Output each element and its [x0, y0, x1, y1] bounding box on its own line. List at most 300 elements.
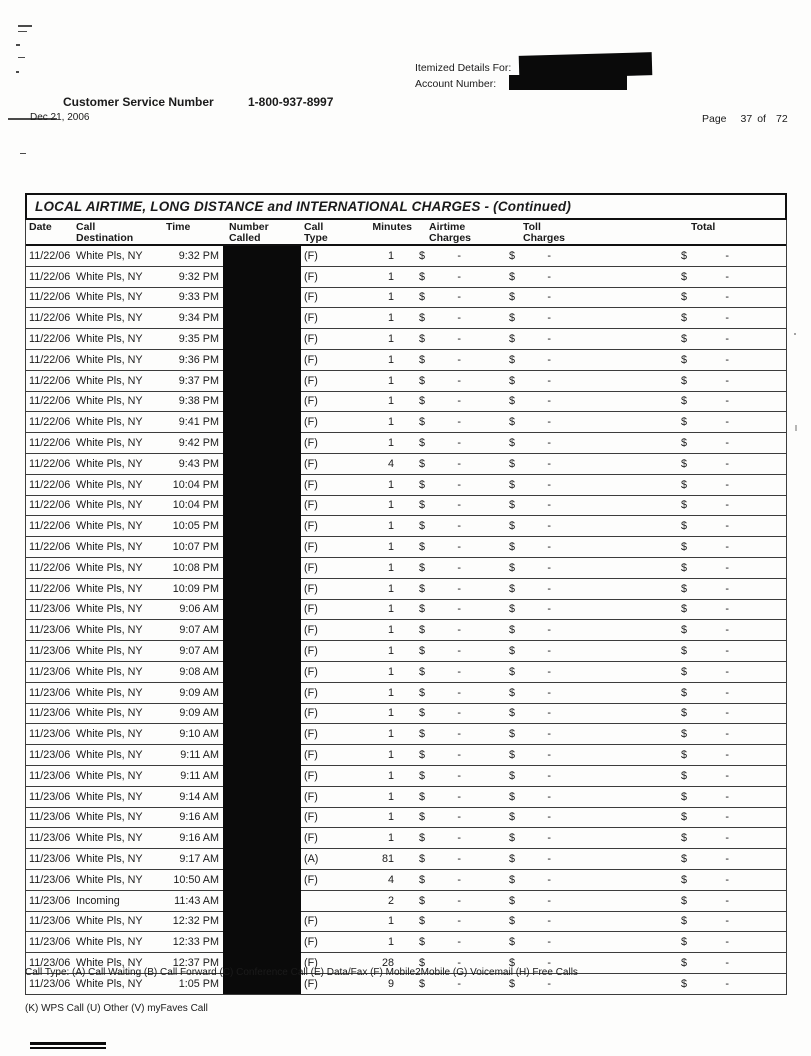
- table-row: [26, 433, 786, 454]
- call-minutes: 1: [387, 790, 394, 803]
- call-date: 11/23/06: [29, 977, 71, 990]
- call-date: 11/23/06: [29, 645, 71, 658]
- airtime-charge: [396, 250, 467, 262]
- airtime-charge: [396, 354, 467, 366]
- charge-amount: -: [547, 478, 551, 491]
- call-destination: White Pls, NY: [76, 312, 143, 325]
- toll-charge: [467, 333, 557, 345]
- scan-artifact: [794, 333, 796, 335]
- total-charge: [557, 333, 737, 345]
- table-row: [26, 662, 786, 683]
- call-destination: White Pls, NY: [76, 832, 143, 845]
- call-time: 9:42 PM: [178, 437, 219, 450]
- call-minutes: 1: [387, 499, 394, 512]
- charge-amount: -: [547, 374, 551, 387]
- call-time: 10:50 AM: [173, 873, 219, 886]
- airtime-charge: [396, 728, 467, 740]
- charge-amount: -: [457, 665, 461, 678]
- call-minutes: 1: [387, 811, 394, 824]
- call-time: 9:34 PM: [178, 312, 219, 325]
- total-charge: [557, 479, 737, 491]
- airtime-charge: [396, 458, 467, 470]
- charge-amount: -: [457, 457, 461, 470]
- currency-symbol: $: [681, 645, 688, 658]
- charge-amount: -: [725, 395, 729, 408]
- table-row: [26, 329, 786, 350]
- call-type: (F): [304, 374, 318, 387]
- call-minutes: 1: [387, 749, 394, 762]
- toll-charge: [467, 666, 557, 678]
- toll-charge: [467, 749, 557, 761]
- call-type: (F): [304, 624, 318, 637]
- charge-amount: -: [547, 915, 551, 928]
- charge-amount: -: [547, 728, 551, 741]
- table-row: [26, 891, 786, 912]
- currency-symbol: $: [681, 603, 688, 616]
- call-type: (F): [304, 541, 318, 554]
- total-charge: [557, 853, 737, 865]
- call-destination: White Pls, NY: [76, 603, 143, 616]
- charge-amount: -: [457, 353, 461, 366]
- charge-amount: -: [725, 437, 729, 450]
- call-time: 10:05 PM: [172, 520, 219, 533]
- call-minutes: 1: [387, 707, 394, 720]
- call-date: 11/22/06: [29, 520, 71, 533]
- currency-symbol: $: [419, 915, 426, 928]
- call-minutes: 2: [387, 894, 394, 907]
- call-type: (F): [304, 686, 318, 699]
- call-type: (F): [304, 873, 318, 886]
- currency-symbol: $: [509, 291, 516, 304]
- call-minutes: 1: [387, 832, 394, 845]
- charge-amount: -: [457, 270, 461, 283]
- call-time: 9:14 AM: [179, 790, 219, 803]
- charge-amount: -: [547, 811, 551, 824]
- currency-symbol: $: [509, 312, 516, 325]
- page-indicator: [702, 113, 788, 125]
- itemized-details-label: Itemized Details For:: [415, 62, 512, 74]
- call-minutes: 1: [387, 603, 394, 616]
- currency-symbol: $: [509, 686, 516, 699]
- charge-amount: -: [725, 457, 729, 470]
- total-charge: [557, 562, 737, 574]
- call-type: (F): [304, 416, 318, 429]
- charges-table-grid: [25, 220, 787, 995]
- table-row: [26, 454, 786, 475]
- toll-charge: [467, 291, 557, 303]
- call-type: (F): [304, 353, 318, 366]
- call-date: 11/23/06: [29, 624, 71, 637]
- charge-amount: -: [547, 541, 551, 554]
- call-date: 11/23/06: [29, 915, 71, 928]
- total-charge: [557, 811, 737, 823]
- table-row: [26, 412, 786, 433]
- currency-symbol: $: [681, 457, 688, 470]
- call-date: 11/23/06: [29, 603, 71, 616]
- charge-amount: -: [725, 312, 729, 325]
- call-date: 11/22/06: [29, 291, 71, 304]
- table-row: [26, 288, 786, 309]
- table-row: [26, 350, 786, 371]
- call-destination: White Pls, NY: [76, 457, 143, 470]
- currency-symbol: $: [509, 437, 516, 450]
- call-destination: White Pls, NY: [76, 853, 143, 865]
- call-time: 9:17 AM: [179, 853, 219, 865]
- total-charge: [557, 915, 737, 927]
- call-minutes: 1: [387, 728, 394, 741]
- charge-amount: -: [547, 707, 551, 720]
- currency-symbol: $: [509, 811, 516, 824]
- table-row: [26, 849, 786, 870]
- toll-charge: [467, 791, 557, 803]
- charge-amount: -: [547, 832, 551, 845]
- currency-symbol: $: [681, 353, 688, 366]
- call-destination: White Pls, NY: [76, 977, 143, 990]
- charge-amount: -: [725, 416, 729, 429]
- airtime-charge: [396, 416, 467, 428]
- currency-symbol: $: [419, 728, 426, 741]
- call-type: (F): [304, 707, 318, 720]
- charge-amount: -: [457, 478, 461, 491]
- currency-symbol: $: [419, 582, 426, 595]
- airtime-charge: [396, 520, 467, 532]
- call-destination: White Pls, NY: [76, 811, 143, 824]
- call-time: 9:43 PM: [178, 457, 219, 470]
- currency-symbol: $: [419, 769, 426, 782]
- call-destination: White Pls, NY: [76, 499, 143, 512]
- call-time: 9:16 AM: [179, 811, 219, 824]
- airtime-charge: [396, 915, 467, 927]
- call-type: (F): [304, 561, 318, 574]
- total-charge: [557, 541, 737, 553]
- charge-amount: -: [725, 665, 729, 678]
- currency-symbol: $: [419, 249, 426, 262]
- charge-amount: -: [457, 894, 461, 907]
- charge-amount: -: [725, 353, 729, 366]
- charge-amount: -: [547, 749, 551, 762]
- call-destination: White Pls, NY: [76, 790, 143, 803]
- table-row: [26, 683, 786, 704]
- currency-symbol: $: [509, 728, 516, 741]
- call-minutes: 1: [387, 353, 394, 366]
- charge-amount: -: [457, 624, 461, 637]
- call-type: (F): [304, 832, 318, 845]
- charge-amount: -: [457, 374, 461, 387]
- currency-symbol: $: [509, 645, 516, 658]
- currency-symbol: $: [509, 270, 516, 283]
- charge-amount: -: [725, 832, 729, 845]
- call-destination: White Pls, NY: [76, 749, 143, 762]
- total-charge: [557, 978, 737, 990]
- table-row: [26, 267, 786, 288]
- total-charge: [557, 603, 737, 615]
- call-destination: White Pls, NY: [76, 270, 143, 283]
- charge-amount: -: [725, 853, 729, 865]
- table-row: [26, 808, 786, 829]
- call-time: 9:11 AM: [180, 749, 219, 762]
- table-row: [26, 787, 786, 808]
- call-date: 11/23/06: [29, 894, 71, 907]
- column-header-total: Total: [691, 221, 716, 233]
- page-current: 37: [740, 113, 753, 125]
- call-type: (F): [304, 333, 318, 346]
- call-type: (F): [304, 520, 318, 533]
- call-date: 11/22/06: [29, 499, 71, 512]
- currency-symbol: $: [419, 312, 426, 325]
- charge-amount: -: [547, 977, 551, 990]
- charge-amount: -: [725, 686, 729, 699]
- table-row: [26, 600, 786, 621]
- call-time: 10:09 PM: [172, 582, 219, 595]
- charge-amount: -: [725, 769, 729, 782]
- currency-symbol: $: [509, 832, 516, 845]
- toll-charge: [467, 271, 557, 283]
- table-row: [26, 392, 786, 413]
- airtime-charge: [396, 312, 467, 324]
- call-date: 11/23/06: [29, 853, 71, 865]
- total-charge: [557, 791, 737, 803]
- call-date: 11/22/06: [29, 541, 71, 554]
- currency-symbol: $: [681, 416, 688, 429]
- airtime-charge: [396, 770, 467, 782]
- currency-symbol: $: [419, 374, 426, 387]
- currency-symbol: $: [681, 312, 688, 325]
- charge-amount: -: [547, 416, 551, 429]
- call-type: (F): [304, 603, 318, 616]
- currency-symbol: $: [509, 374, 516, 387]
- column-header-airtime-charges: Airtime Charges: [429, 221, 472, 244]
- total-charge: [557, 250, 737, 262]
- call-destination: White Pls, NY: [76, 728, 143, 741]
- call-type: (F): [304, 312, 318, 325]
- charge-amount: -: [457, 707, 461, 720]
- currency-symbol: $: [419, 749, 426, 762]
- charge-amount: -: [457, 312, 461, 325]
- call-date: 11/22/06: [29, 312, 71, 325]
- currency-symbol: $: [419, 416, 426, 429]
- toll-charge: [467, 895, 557, 907]
- scan-artifact: [18, 25, 32, 27]
- currency-symbol: $: [509, 603, 516, 616]
- toll-charge: [467, 832, 557, 844]
- currency-symbol: $: [509, 478, 516, 491]
- table-row: [26, 537, 786, 558]
- total-charge: [557, 624, 737, 636]
- charge-amount: -: [725, 915, 729, 928]
- call-type: (A): [304, 853, 319, 865]
- call-destination: White Pls, NY: [76, 541, 143, 554]
- currency-symbol: $: [681, 624, 688, 637]
- call-type: (F): [304, 790, 318, 803]
- table-row: [26, 704, 786, 725]
- call-time: 9:41 PM: [178, 416, 219, 429]
- call-minutes: 1: [387, 249, 394, 262]
- currency-symbol: $: [681, 665, 688, 678]
- currency-symbol: $: [419, 437, 426, 450]
- currency-symbol: $: [419, 665, 426, 678]
- toll-charge: [467, 416, 557, 428]
- column-header-time: Time: [166, 221, 191, 233]
- charge-amount: -: [457, 499, 461, 512]
- call-destination: White Pls, NY: [76, 353, 143, 366]
- charge-amount: -: [547, 437, 551, 450]
- call-date: 11/22/06: [29, 457, 71, 470]
- airtime-charge: [396, 333, 467, 345]
- call-time: 9:09 AM: [179, 707, 219, 720]
- call-type: (F): [304, 915, 318, 928]
- toll-charge: [467, 458, 557, 470]
- table-row: [26, 912, 786, 933]
- call-destination: Incoming: [76, 894, 120, 907]
- currency-symbol: $: [681, 541, 688, 554]
- currency-symbol: $: [509, 624, 516, 637]
- toll-charge: [467, 936, 557, 948]
- toll-charge: [467, 915, 557, 927]
- airtime-charge: [396, 645, 467, 657]
- call-date: 11/22/06: [29, 333, 71, 346]
- call-minutes: 1: [387, 665, 394, 678]
- table-header-row: [26, 220, 786, 246]
- call-type: (F): [304, 811, 318, 824]
- airtime-charge: [396, 811, 467, 823]
- currency-symbol: $: [509, 395, 516, 408]
- customer-service-label: Customer Service Number: [63, 95, 214, 109]
- airtime-charge: [396, 541, 467, 553]
- column-header-call-destination: Call Destination: [76, 221, 134, 244]
- currency-symbol: $: [419, 707, 426, 720]
- call-time: 9:07 AM: [179, 624, 219, 637]
- currency-symbol: $: [681, 936, 688, 949]
- currency-symbol: $: [509, 894, 516, 907]
- charge-amount: -: [725, 624, 729, 637]
- call-destination: White Pls, NY: [76, 707, 143, 720]
- table-row: [26, 870, 786, 891]
- call-minutes: 1: [387, 915, 394, 928]
- currency-symbol: $: [681, 956, 688, 969]
- total-charge: [557, 416, 737, 428]
- charge-amount: -: [725, 873, 729, 886]
- call-minutes: 4: [387, 873, 394, 886]
- currency-symbol: $: [419, 686, 426, 699]
- call-date: 11/22/06: [29, 561, 71, 574]
- statement-date: Dec 21, 2006: [30, 112, 90, 123]
- call-time: 9:32 PM: [178, 249, 219, 262]
- charge-amount: -: [725, 374, 729, 387]
- call-type: (F): [304, 457, 318, 470]
- charge-amount: -: [547, 561, 551, 574]
- charge-amount: -: [457, 249, 461, 262]
- currency-symbol: $: [681, 811, 688, 824]
- total-charge: [557, 895, 737, 907]
- call-date: 11/23/06: [29, 707, 71, 720]
- table-row: [26, 932, 786, 953]
- call-date: 11/23/06: [29, 769, 71, 782]
- call-type: (F): [304, 270, 318, 283]
- charge-amount: -: [457, 811, 461, 824]
- currency-symbol: $: [509, 457, 516, 470]
- call-minutes: 1: [387, 291, 394, 304]
- airtime-charge: [396, 978, 467, 990]
- call-time: 9:38 PM: [178, 395, 219, 408]
- currency-symbol: $: [419, 520, 426, 533]
- scan-artifact: [795, 425, 797, 431]
- page-label: Page: [702, 113, 727, 125]
- charge-amount: -: [725, 894, 729, 907]
- call-type: (F): [304, 749, 318, 762]
- call-minutes: 4: [387, 457, 394, 470]
- call-destination: White Pls, NY: [76, 582, 143, 595]
- call-minutes: 1: [387, 645, 394, 658]
- charge-amount: -: [457, 520, 461, 533]
- call-date: 11/23/06: [29, 936, 71, 949]
- call-type: (F): [304, 249, 318, 262]
- redaction-number-called-column: [223, 246, 301, 994]
- charge-amount: -: [725, 561, 729, 574]
- currency-symbol: $: [681, 437, 688, 450]
- airtime-charge: [396, 291, 467, 303]
- table-body: [26, 246, 786, 994]
- charge-amount: -: [547, 769, 551, 782]
- column-header-filler: [737, 222, 786, 244]
- charge-amount: -: [725, 956, 729, 969]
- charge-amount: -: [725, 249, 729, 262]
- currency-symbol: $: [509, 769, 516, 782]
- charge-amount: -: [457, 561, 461, 574]
- redaction-footer-bar: [30, 1042, 106, 1045]
- currency-symbol: $: [419, 561, 426, 574]
- call-minutes: 1: [387, 561, 394, 574]
- call-type: (F): [304, 437, 318, 450]
- currency-symbol: $: [681, 395, 688, 408]
- currency-symbol: $: [419, 873, 426, 886]
- airtime-charge: [396, 832, 467, 844]
- charge-amount: -: [547, 645, 551, 658]
- total-charge: [557, 645, 737, 657]
- table-row: [26, 641, 786, 662]
- currency-symbol: $: [509, 333, 516, 346]
- call-time: 9:06 AM: [179, 603, 219, 616]
- call-time: 9:37 PM: [178, 374, 219, 387]
- currency-symbol: $: [419, 603, 426, 616]
- table-title: LOCAL AIRTIME, LONG DISTANCE and INTERNATIONAL CHARGES - (Continued): [35, 199, 572, 214]
- airtime-charge: [396, 749, 467, 761]
- call-destination: White Pls, NY: [76, 686, 143, 699]
- redaction-footer-bar: [30, 1047, 106, 1049]
- toll-charge: [467, 562, 557, 574]
- currency-symbol: $: [509, 956, 516, 969]
- toll-charge: [467, 541, 557, 553]
- charge-amount: -: [547, 686, 551, 699]
- toll-charge: [467, 354, 557, 366]
- airtime-charge: [396, 479, 467, 491]
- call-destination: White Pls, NY: [76, 769, 143, 782]
- airtime-charge: [396, 895, 467, 907]
- call-destination: White Pls, NY: [76, 374, 143, 387]
- charge-amount: -: [457, 790, 461, 803]
- charge-amount: -: [547, 873, 551, 886]
- charge-amount: -: [725, 333, 729, 346]
- charge-amount: -: [457, 915, 461, 928]
- charge-amount: -: [457, 977, 461, 990]
- call-minutes: 1: [387, 437, 394, 450]
- toll-charge: [467, 312, 557, 324]
- currency-symbol: $: [419, 395, 426, 408]
- total-charge: [557, 520, 737, 532]
- currency-symbol: $: [419, 894, 426, 907]
- call-destination: White Pls, NY: [76, 333, 143, 346]
- currency-symbol: $: [509, 561, 516, 574]
- call-type: (F): [304, 956, 318, 969]
